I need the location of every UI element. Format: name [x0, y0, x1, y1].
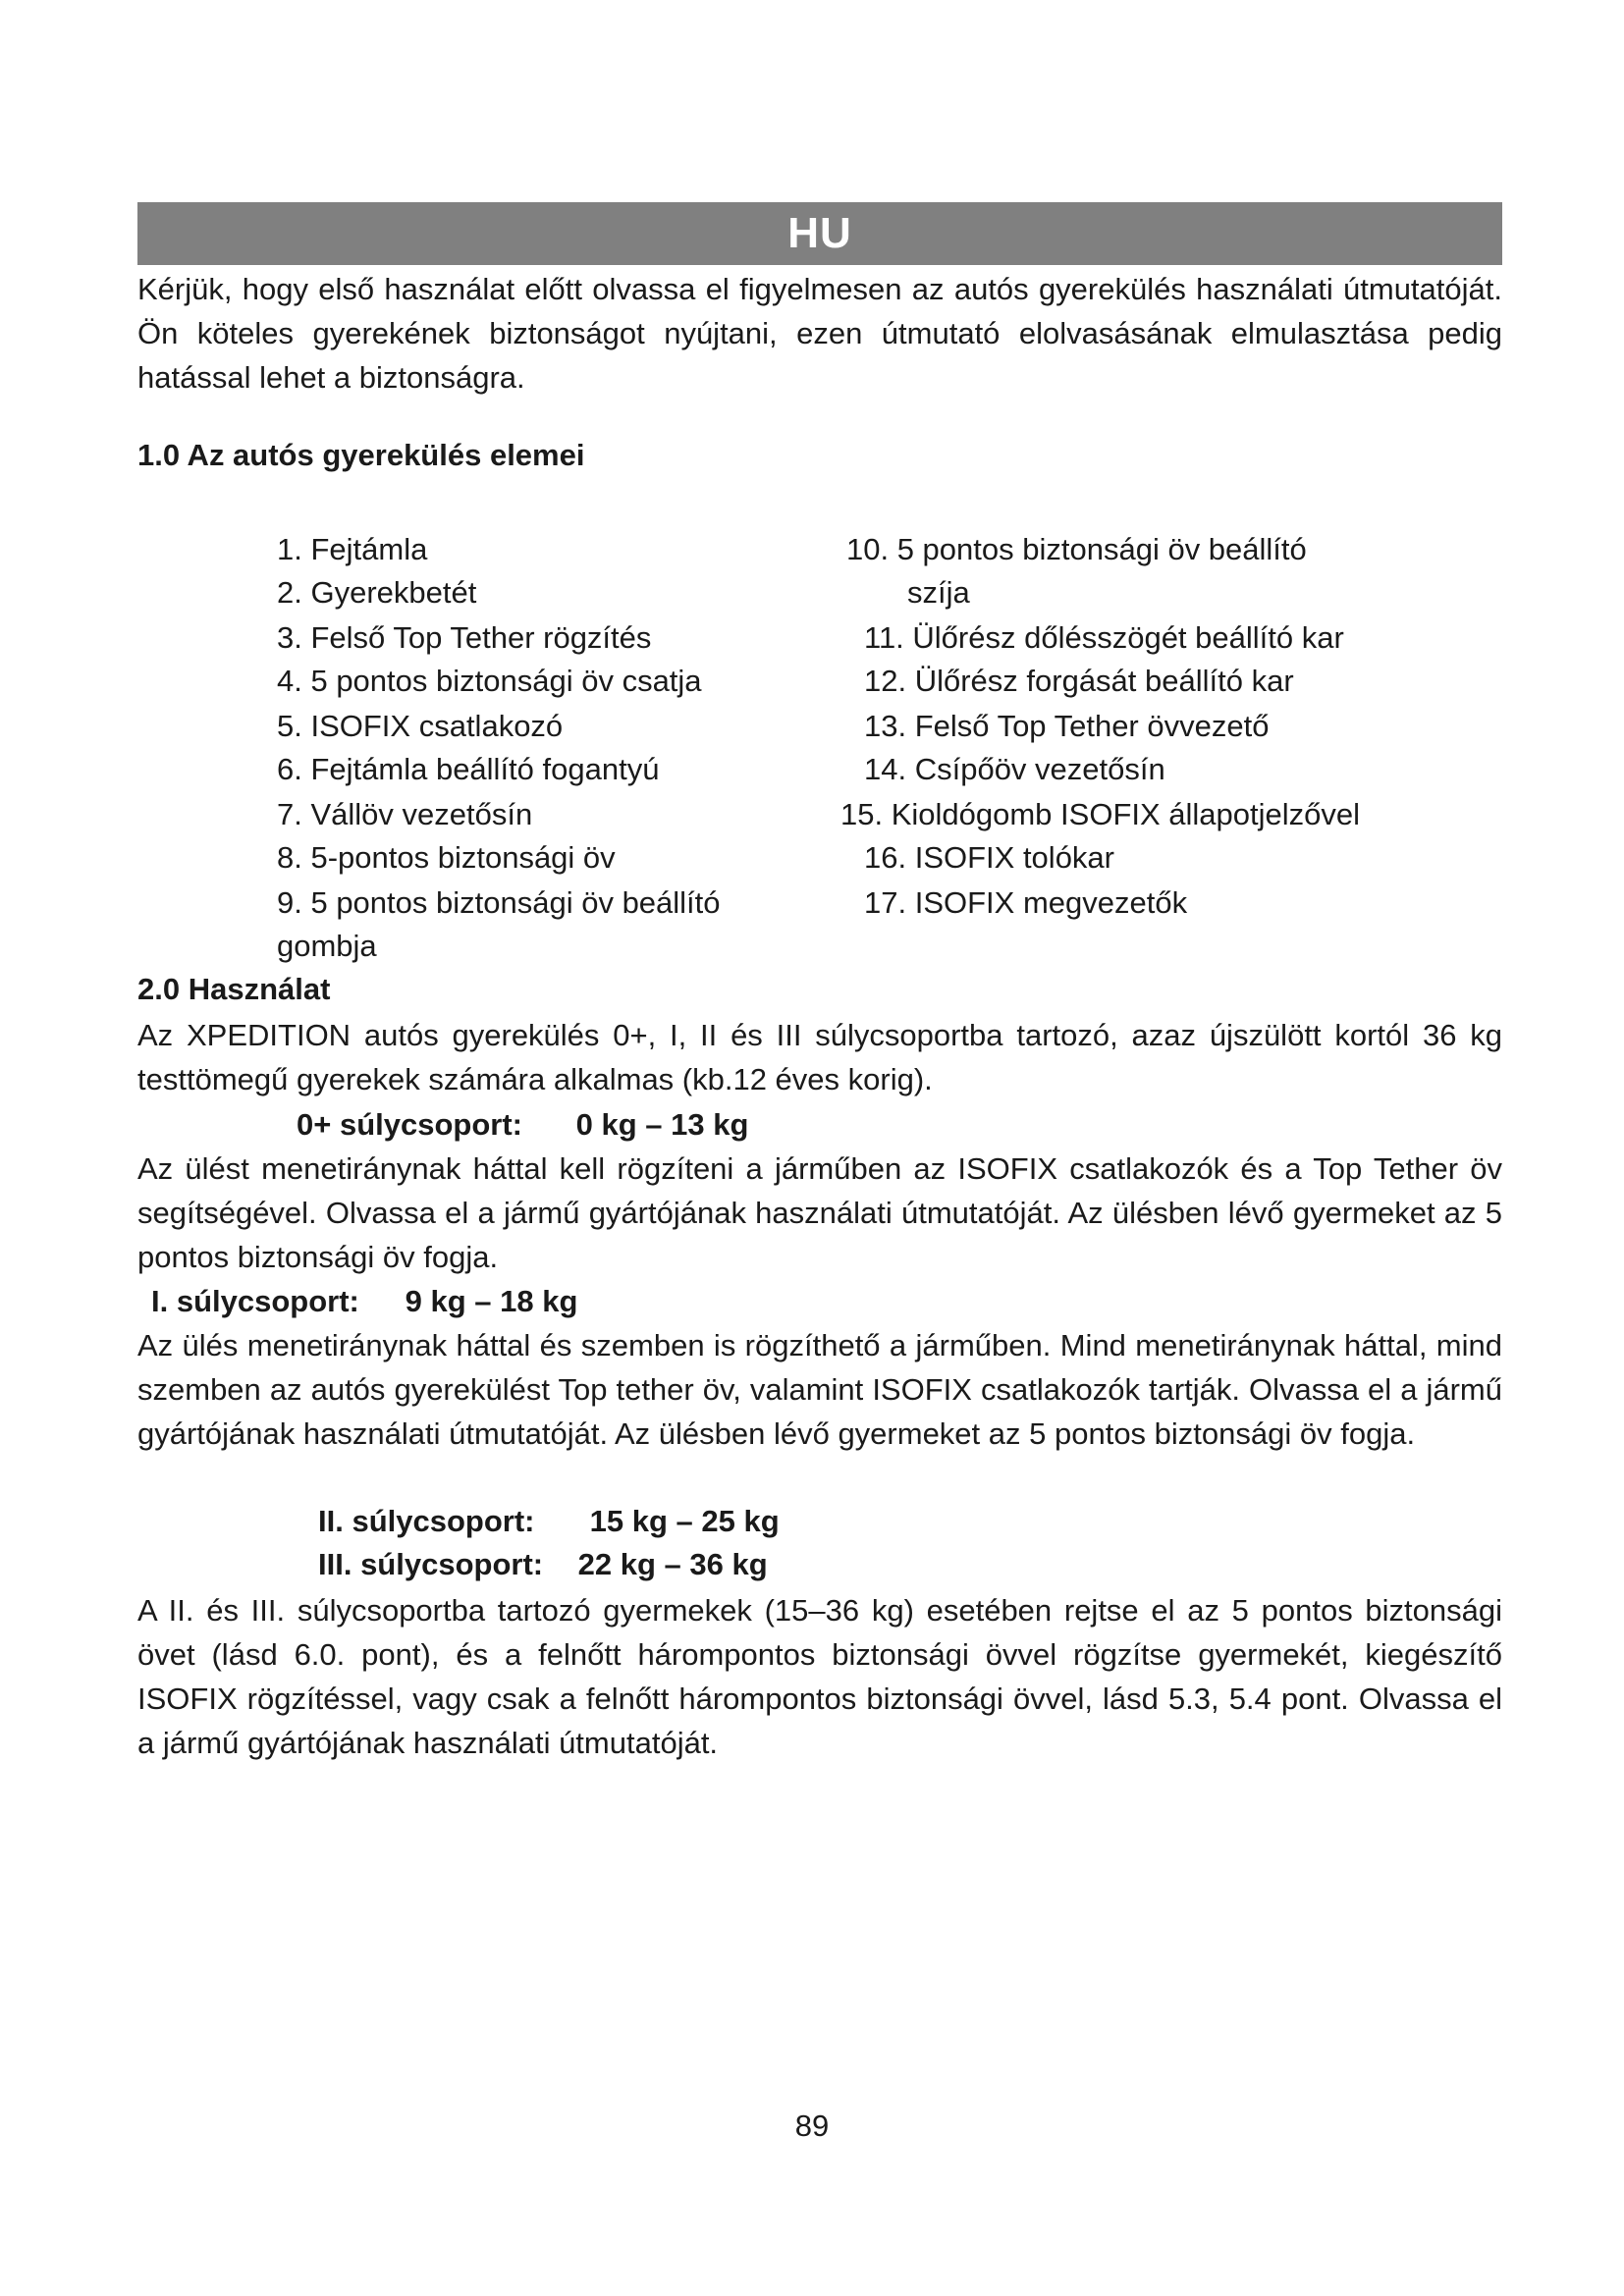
page-number: 89 [794, 2109, 830, 2143]
list-item: 9. 5 pontos biztonsági öv beállító [277, 885, 721, 920]
intro-paragraph: Kérjük, hogy első használat előtt olvassa el figyelmesen az autós gyerekülés használati útmutatóját. Ön köteles gyerekének biztonságot nyújtani, ezen útmutató elolvasásának elmulasztása pedig hatással lehet a biztonságra. [137, 272, 1502, 395]
list-item: 4. 5 pontos biztonsági öv csatja [277, 664, 702, 698]
list-item: 7. Vállöv vezetősín [277, 797, 533, 831]
section-2-title: 2.0 Használat [137, 972, 331, 1006]
group-0plus-paragraph: Az ülést menetiránynak háttal kell rögzíteni a járműben az ISOFIX csatlakozók és a Top Tether öv segítségével. Olvassa el a jármű gyártójának használati útmutatóját. Az ülésben lévő gyermeket az 5 pontos biztonsági öv fogja. [137, 1151, 1502, 1274]
weight-group-range: 22 kg – 36 kg [577, 1547, 768, 1581]
weight-group-range: 0 kg – 13 kg [575, 1107, 749, 1142]
list-item: 3. Felső Top Tether rögzítés [277, 620, 652, 655]
weight-group-2 [318, 1500, 780, 1543]
list-item: 10. 5 pontos biztonsági öv beállító [846, 532, 1307, 566]
list-item: 17. ISOFIX megvezetők [864, 885, 1188, 920]
usage-paragraph: Az XPEDITION autós gyerekülés 0+, I, II és III súlycsoportba tartozó, azaz újszülött kortól 36 kg testtömegű gyerekek számára alkalmas (kb.12 éves korig). [137, 1018, 1502, 1096]
section-1-title: 1.0 Az autós gyerekülés elemei [137, 438, 585, 472]
weight-group-label: I. súlycsoport: [151, 1284, 359, 1318]
weight-group-range: 9 kg – 18 kg [405, 1284, 578, 1318]
list-item: 15. Kioldógomb ISOFIX állapotjelzővel [840, 797, 1361, 831]
weight-group-label: II. súlycsoport: [318, 1504, 535, 1538]
list-item: 16. ISOFIX tolókar [864, 840, 1114, 875]
weight-group-1 [151, 1280, 577, 1323]
list-item: szíja [907, 575, 970, 610]
weight-group-0plus [297, 1103, 748, 1147]
list-item: 14. Csípőöv vezetősín [864, 752, 1165, 786]
list-item: 12. Ülőrész forgását beállító kar [864, 664, 1294, 698]
language-code: HU [787, 209, 852, 257]
weight-group-label: 0+ súlycsoport: [297, 1107, 522, 1142]
weight-group-range: 15 kg – 25 kg [589, 1504, 780, 1538]
parts-list-left [277, 528, 827, 980]
list-item: 1. Fejtámla [277, 532, 428, 566]
list-item: 2. Gyerekbetét [277, 575, 477, 610]
group-1-paragraph: Az ülés menetiránynak háttal és szemben is rögzíthető a járműben. Mind menetiránynak háttal, mind szemben az autós gyerekülést Top tether öv, valamint ISOFIX csatlakozók tartják. Olvassa el a jármű gyártójának használati útmutatóját. Az ülésben lévő gyermeket az 5 pontos biztonsági öv fogja. [137, 1328, 1502, 1451]
list-item: 8. 5-pontos biztonsági öv [277, 840, 616, 875]
list-item: 11. Ülőrész dőlésszögét beállító kar [864, 620, 1344, 655]
parts-list-right [840, 528, 1469, 940]
list-item: 6. Fejtámla beállító fogantyú [277, 752, 660, 786]
list-item: gombja [277, 929, 377, 963]
list-item: 13. Felső Top Tether övvezető [864, 709, 1270, 743]
language-banner [137, 202, 1502, 265]
weight-group-3 [318, 1543, 768, 1586]
weight-group-label: III. súlycsoport: [318, 1547, 544, 1581]
group-2-3-paragraph: A II. és III. súlycsoportba tartozó gyermekek (15–36 kg) esetében rejtse el az 5 pontos biztonsági övet (lásd 6.0. pont), és a felnőtt hárompontos biztonsági övvel rögzítse gyermekét, kiegészítő ISOFIX rögzítéssel, vagy csak a felnőtt hárompontos biztonsági övvel, lásd 5.3, 5.4 pont. Olvassa el a jármű gyártójának használati útmutatóját. [137, 1593, 1502, 1760]
list-item: 5. ISOFIX csatlakozó [277, 709, 564, 743]
